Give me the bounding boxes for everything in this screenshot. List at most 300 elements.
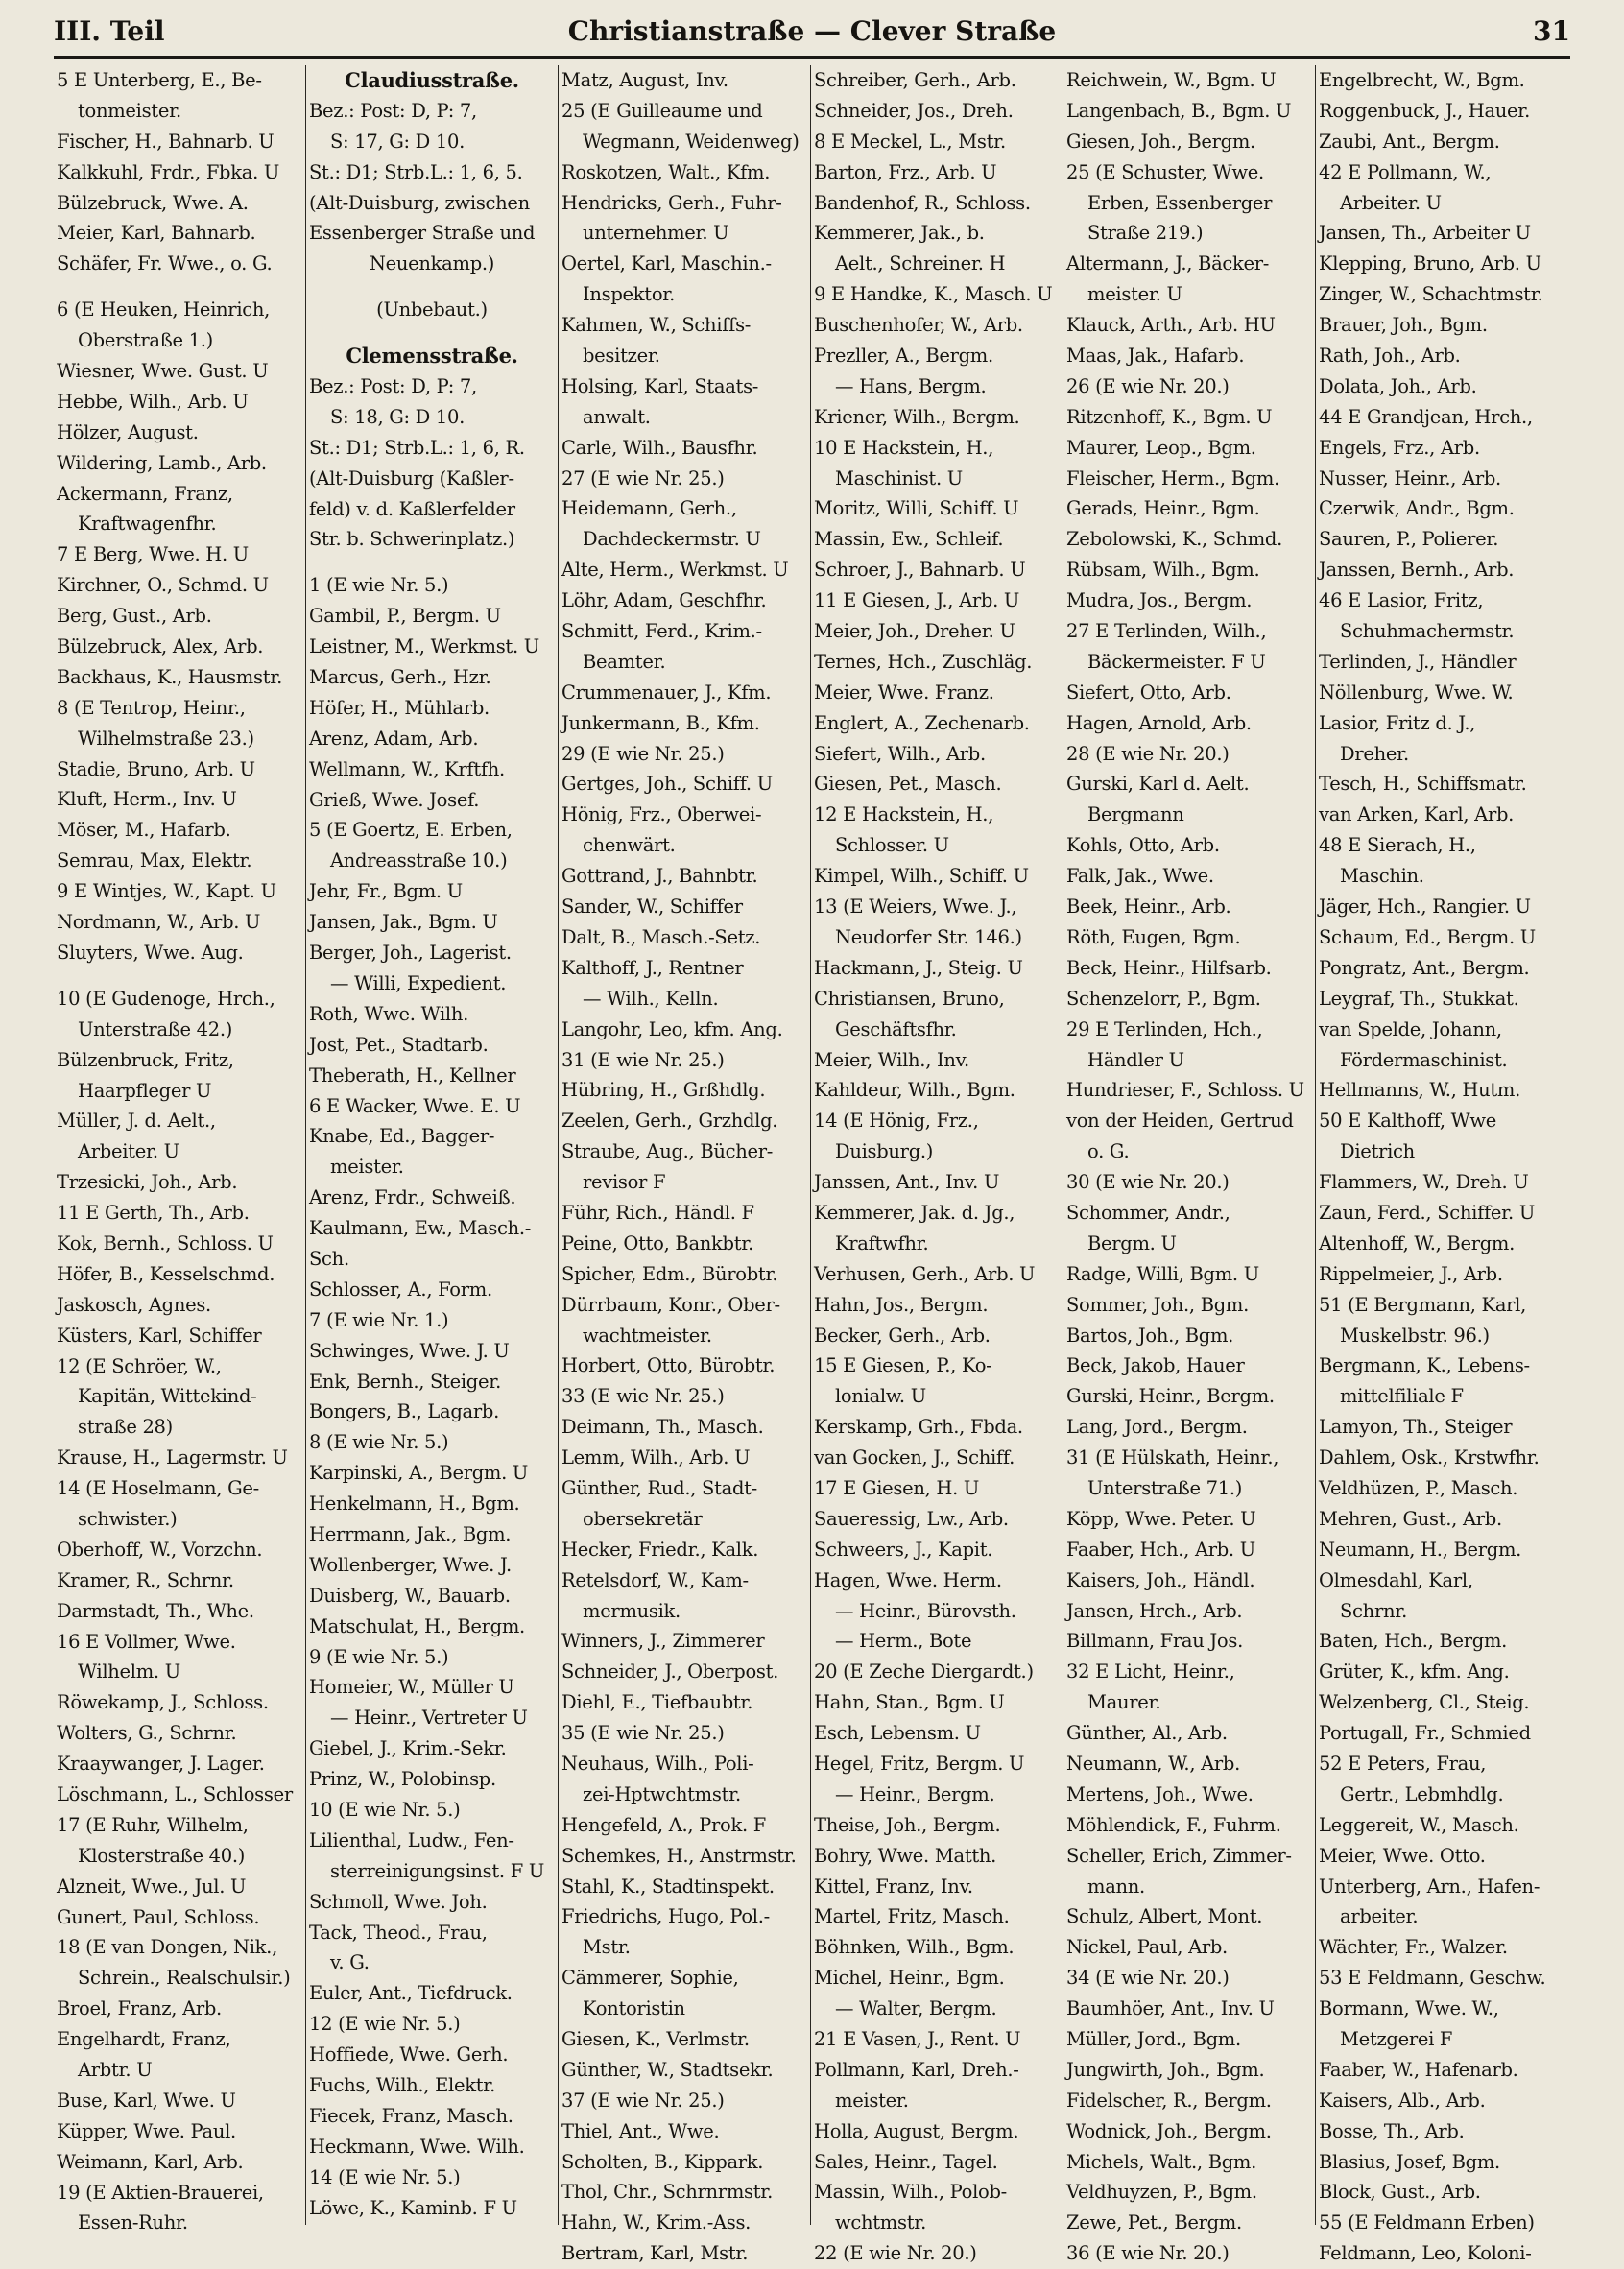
directory-entry: Hebbe, Wilh., Arb. U <box>57 390 249 413</box>
directory-entry: Knabe, Ed., Bagger- <box>309 1125 495 1148</box>
directory-columns <box>54 65 1570 2265</box>
directory-entry: Bergm. U <box>1087 1231 1177 1254</box>
directory-entry: Wiesner, Wwe. Gust. U <box>57 360 269 383</box>
directory-entry: Scholten, B., Kippark. <box>561 2150 764 2173</box>
directory-entry: 29 E Terlinden, Hch., <box>1066 1017 1263 1040</box>
directory-entry: Erben, Essenberger <box>1087 191 1273 214</box>
directory-entry: Horbert, Otto, Bürobtr. <box>561 1354 776 1377</box>
directory-entry: Giesen, Joh., Bergm. <box>1066 130 1255 153</box>
directory-entry: Hahn, Stan., Bgm. U <box>814 1691 1005 1714</box>
directory-entry: Wodnick, Joh., Bergm. <box>1066 2119 1272 2142</box>
directory-entry: 37 (E wie Nr. 25.) <box>561 2089 725 2112</box>
directory-entry: Fidelscher, R., Bergm. <box>1066 2089 1272 2112</box>
directory-entry: Holsing, Karl, Staats- <box>561 374 759 397</box>
directory-entry: Bongers, B., Lagarb. <box>309 1400 499 1423</box>
directory-entry: Hackmann, J., Steig. U <box>814 956 1023 979</box>
directory-entry: Händler U <box>1087 1048 1184 1071</box>
directory-entry: Köpp, Wwe. Peter. U <box>1066 1507 1256 1530</box>
directory-entry: Baten, Hch., Bergm. <box>1319 1630 1508 1653</box>
directory-entry: meister. <box>330 1156 404 1179</box>
directory-entry: Nordmann, W., Arb. U <box>57 911 261 934</box>
directory-entry: Schneider, J., Oberpost. <box>561 1660 779 1684</box>
directory-entry: Massin, Wilh., Polob- <box>814 2181 1007 2204</box>
directory-entry: Maurer. <box>1087 1691 1161 1714</box>
directory-entry: Unterstraße 42.) <box>78 1017 233 1040</box>
directory-entry: Henkelmann, H., Bgm. <box>309 1493 520 1516</box>
directory-entry: 51 (E Bergmann, Karl, <box>1319 1293 1527 1316</box>
directory-entry: Inspektor. <box>583 283 676 306</box>
spacer <box>57 279 302 295</box>
directory-entry: Christiansen, Bruno, <box>814 987 1005 1010</box>
directory-entry: Portugall, Fr., Schmied <box>1319 1722 1531 1745</box>
directory-entry: Hölzer, August. <box>57 420 199 443</box>
directory-entry: Beck, Jakob, Hauer <box>1066 1354 1245 1377</box>
directory-entry: Roskotzen, Walt., Kfm. <box>561 160 771 183</box>
directory-entry: — Heinr., Vertreter U <box>330 1707 528 1730</box>
directory-entry: Zaun, Ferd., Schiffer. U <box>1319 1201 1535 1224</box>
directory-entry: Kahmen, W., Schiffs- <box>561 314 752 337</box>
directory-entry: (Alt-Duisburg, zwischen <box>309 191 530 214</box>
directory-entry: Falk, Jak., Wwe. <box>1066 865 1214 888</box>
directory-entry: Grüter, K., kfm. Ang. <box>1319 1660 1510 1684</box>
directory-entry: Diehl, E., Tiefbaubtr. <box>561 1691 753 1714</box>
directory-entry: 31 (E wie Nr. 25.) <box>561 1048 725 1071</box>
directory-entry: 32 E Licht, Heinr., <box>1066 1660 1235 1684</box>
directory-entry: 6 E Wacker, Wwe. E. U <box>309 1094 521 1117</box>
directory-entry: Geschäftsfhr. <box>835 1017 957 1040</box>
directory-entry: Kaisers, Alb., Arb. <box>1319 2089 1486 2112</box>
directory-entry: Barton, Frz., Arb. U <box>814 160 997 183</box>
directory-entry: Spicher, Edm., Bürobtr. <box>561 1262 778 1285</box>
directory-entry: Reichwein, W., Bgm. U <box>1066 69 1277 91</box>
directory-entry: Fiecek, Franz, Masch. <box>309 2104 513 2127</box>
directory-entry: 30 (E wie Nr. 20.) <box>1066 1171 1230 1194</box>
directory-entry: Berger, Joh., Lagerist. <box>309 942 512 965</box>
directory-entry: Kaulmann, Ew., Masch.- <box>309 1217 532 1240</box>
directory-entry: Kok, Bernh., Schloss. U <box>57 1231 274 1254</box>
directory-entry: — Heinr., Bürovsth. <box>835 1599 1016 1622</box>
directory-entry: 14 (E Hönig, Frz., <box>814 1110 979 1133</box>
directory-entry: Fleischer, Herm., Bgm. <box>1066 466 1280 490</box>
directory-entry: mann. <box>1087 1875 1145 1898</box>
directory-entry: Hoffiede, Wwe. Gerh. <box>309 2043 509 2066</box>
directory-entry: Kirchner, O., Schmd. U <box>57 574 269 597</box>
directory-entry: mermusik. <box>583 1599 681 1622</box>
directory-entry: Rübsam, Wilh., Bgm. <box>1066 559 1260 582</box>
directory-entry: Schuhmachermstr. <box>1340 620 1515 643</box>
directory-entry: 17 E Giesen, H. U <box>814 1476 980 1499</box>
directory-entry: Bergmann, K., Lebens- <box>1319 1354 1530 1377</box>
directory-entry: Kramer, R., Schrnr. <box>57 1568 234 1591</box>
directory-entry: Buschenhofer, W., Arb. <box>814 314 1023 337</box>
directory-entry: 5 E Unterberg, E., Be- <box>57 69 262 91</box>
directory-entry: 8 (E wie Nr. 5.) <box>309 1431 449 1454</box>
directory-entry: Klauck, Arth., Arb. HU <box>1066 314 1276 337</box>
directory-entry: Jansen, Th., Arbeiter U <box>1319 222 1531 245</box>
directory-entry: Schreiber, Gerh., Arb. <box>814 69 1016 91</box>
directory-entry: 36 (E wie Nr. 20.) <box>1066 2242 1230 2265</box>
directory-entry: Kriener, Wilh., Bergm. <box>814 405 1020 428</box>
directory-entry: chenwärt. <box>583 834 676 857</box>
directory-entry: Essen-Ruhr. <box>78 2211 188 2234</box>
directory-entry: besitzer. <box>583 345 660 368</box>
directory-entry: Löschmann, L., Schlosser <box>57 1782 293 1805</box>
directory-entry: 15 E Giesen, P., Ko- <box>814 1354 992 1377</box>
directory-entry: Martel, Fritz, Masch. <box>814 1905 1010 1928</box>
directory-entry: Homeier, W., Müller U <box>309 1676 514 1699</box>
directory-entry: schwister.) <box>78 1507 178 1530</box>
directory-entry: Andreasstraße 10.) <box>330 849 508 872</box>
directory-entry: Saueressig, Lw., Arb. <box>814 1507 1009 1530</box>
directory-entry: — Herm., Bote <box>835 1630 972 1653</box>
directory-entry: Unterberg, Arn., Hafen- <box>1319 1875 1540 1898</box>
directory-entry: Krause, H., Lagermstr. U <box>57 1446 288 1469</box>
directory-entry: Billmann, Frau Jos. <box>1066 1630 1243 1653</box>
directory-entry: Str. b. Schwerinplatz.) <box>309 528 515 551</box>
directory-entry: Duisburg.) <box>835 1140 934 1163</box>
directory-entry: Siefert, Otto, Arb. <box>1066 681 1231 704</box>
directory-entry: 20 (E Zeche Diergardt.) <box>814 1660 1034 1684</box>
directory-entry: Leygraf, Th., Stukkat. <box>1319 987 1519 1010</box>
directory-entry: Nickel, Paul, Arb. <box>1066 1936 1228 1959</box>
directory-entry: Hahn, W., Krim.-Ass. <box>561 2211 752 2234</box>
directory-entry: Stadie, Bruno, Arb. U <box>57 757 255 780</box>
directory-entry: Schenzelorr, P., Bgm. <box>1066 987 1261 1010</box>
directory-entry: Kraftwfhr. <box>835 1231 929 1254</box>
directory-entry: Führ, Rich., Händl. F <box>561 1201 754 1224</box>
directory-entry: Küpper, Wwe. Paul. <box>57 2119 236 2142</box>
directory-entry: Sluyters, Wwe. Aug. <box>57 941 244 964</box>
directory-entry: 10 E Hackstein, H., <box>814 436 994 459</box>
directory-entry: 11 E Giesen, J., Arb. U <box>814 589 1020 612</box>
directory-entry: wachtmeister. <box>583 1324 712 1347</box>
directory-entry: Klepping, Bruno, Arb. U <box>1319 252 1541 275</box>
directory-entry: Deimann, Th., Masch. <box>561 1416 764 1439</box>
directory-entry: Alte, Herm., Werkmst. U <box>561 559 789 582</box>
directory-entry: Maas, Jak., Hafarb. <box>1066 345 1245 368</box>
directory-entry: Kluft, Herm., Inv. U <box>57 788 237 811</box>
directory-entry: Zebolowski, K., Schmd. <box>1066 528 1283 551</box>
directory-entry: 10 (E Gudenoge, Hrch., <box>57 987 275 1010</box>
directory-entry: Siefert, Wilh., Arb. <box>814 742 986 765</box>
directory-entry: Duisberg, W., Bauarb. <box>309 1584 511 1607</box>
directory-entry: Feldmann, Leo, Koloni- <box>1319 2242 1532 2265</box>
directory-entry: unternehmer. U <box>583 222 729 245</box>
directory-entry: Fuchs, Wilh., Elektr. <box>309 2074 496 2096</box>
directory-entry: Jansen, Hrch., Arb. <box>1066 1599 1243 1622</box>
directory-entry: Dachdeckermstr. U <box>583 528 761 551</box>
directory-column <box>1316 65 1568 2265</box>
directory-entry: Jost, Pet., Stadtarb. <box>309 1033 489 1056</box>
directory-entry: Schulz, Albert, Mont. <box>1066 1905 1263 1928</box>
directory-entry: Sommer, Joh., Bgm. <box>1066 1293 1250 1316</box>
directory-entry: tonmeister. <box>78 99 181 122</box>
directory-entry: 53 E Feldmann, Geschw. <box>1319 1967 1546 1990</box>
directory-entry: Janssen, Bernh., Arb. <box>1319 559 1515 582</box>
directory-entry: van Arken, Karl, Arb. <box>1319 803 1515 826</box>
directory-entry: Crummenauer, J., Kfm. <box>561 681 772 704</box>
directory-entry: 22 (E wie Nr. 20.) <box>814 2242 977 2265</box>
directory-entry: Bez.: Post: D, P: 7, <box>309 99 477 122</box>
directory-entry: Brauer, Joh., Bgm. <box>1319 314 1488 337</box>
directory-entry: Neudorfer Str. 146.) <box>835 925 1022 948</box>
directory-entry: Bez.: Post: D, P: 7, <box>309 375 477 398</box>
directory-entry: Gambil, P., Bergm. U <box>309 605 501 628</box>
directory-entry: St.: D1; Strb.L.: 1, 6, R. <box>309 436 525 459</box>
directory-entry: Cämmerer, Sophie, <box>561 1967 739 1990</box>
spacer <box>57 968 302 984</box>
directory-entry: arbeiter. <box>1340 1905 1419 1928</box>
directory-entry: Günther, Al., Arb. <box>1066 1722 1228 1745</box>
directory-entry: Gertr., Lebmhdlg. <box>1340 1782 1504 1805</box>
directory-entry: sterreinigungsinst. F U <box>330 1859 544 1882</box>
directory-entry: Veldhüzen, P., Masch. <box>1319 1476 1518 1499</box>
directory-entry: Faaber, Hch., Arb. U <box>1066 1538 1255 1561</box>
directory-entry: Bosse, Th., Arb. <box>1319 2119 1465 2142</box>
directory-entry: Neumann, W., Arb. <box>1066 1752 1241 1775</box>
directory-entry: 27 (E wie Nr. 25.) <box>561 466 725 490</box>
directory-entry: Meier, Joh., Dreher. U <box>814 620 1015 643</box>
directory-entry: Michel, Heinr., Bgm. <box>814 1967 1005 1990</box>
directory-entry: Semrau, Max, Elektr. <box>57 849 252 872</box>
directory-entry: Giebel, J., Krim.-Sekr. <box>309 1737 507 1760</box>
directory-entry: Jehr, Fr., Bgm. U <box>309 880 463 903</box>
directory-entry: Kimpel, Wilh., Schiff. U <box>814 865 1029 888</box>
directory-entry: Dolata, Joh., Arb. <box>1319 374 1477 397</box>
directory-entry: Bäckermeister. F U <box>1087 650 1266 673</box>
directory-entry: Jansen, Jak., Bgm. U <box>309 911 498 934</box>
directory-entry: Buse, Karl, Wwe. U <box>57 2089 236 2112</box>
directory-entry: Aelt., Schreiner. H <box>835 252 1006 275</box>
directory-entry: Prinz, W., Polobinsp. <box>309 1768 496 1791</box>
directory-entry: Massin, Ew., Schleif. <box>814 528 1004 551</box>
directory-entry: von der Heiden, Gertrud <box>1066 1110 1294 1133</box>
directory-entry: — Hans, Bergm. <box>835 374 987 397</box>
directory-entry: Mehren, Gust., Arb. <box>1319 1507 1502 1530</box>
directory-entry: Junkermann, B., Kfm. <box>561 711 760 734</box>
directory-entry: Sales, Heinr., Tagel. <box>814 2150 998 2173</box>
directory-entry: 14 (E Hoselmann, Ge- <box>57 1477 259 1500</box>
directory-entry: Schmoll, Wwe. Joh. <box>309 1890 488 1913</box>
directory-entry: Mertens, Joh., Wwe. <box>1066 1782 1254 1805</box>
directory-entry: Bohry, Wwe. Matth. <box>814 1844 997 1867</box>
spacer <box>309 325 555 341</box>
directory-entry: Arenz, Adam, Arb. <box>309 727 479 750</box>
directory-entry: Dahlem, Osk., Krstwfhr. <box>1319 1446 1540 1469</box>
directory-entry: Straße 219.) <box>1087 222 1204 245</box>
directory-entry: Michels, Walt., Bgm. <box>1066 2150 1257 2173</box>
directory-entry: Kohls, Otto, Arb. <box>1066 834 1220 857</box>
directory-entry: Veldhuyzen, P., Bgm. <box>1066 2181 1257 2204</box>
directory-entry: 52 E Peters, Frau, <box>1319 1752 1487 1775</box>
directory-entry: 19 (E Aktien-Brauerei, <box>57 2181 264 2204</box>
directory-entry: 7 (E wie Nr. 1.) <box>309 1308 449 1331</box>
directory-entry: 9 E Wintjes, W., Kapt. U <box>57 880 276 903</box>
directory-entry: Roth, Wwe. Wilh. <box>309 1002 469 1025</box>
directory-entry: Müller, Jord., Bgm. <box>1066 2028 1241 2050</box>
directory-entry: Röth, Eugen, Bgm. <box>1066 925 1241 948</box>
directory-entry: Hagen, Arnold, Arb. <box>1066 711 1252 734</box>
directory-entry: Arenz, Frdr., Schweiß. <box>309 1186 516 1209</box>
directory-entry: Schlosser. U <box>835 834 949 857</box>
directory-entry: — Willi, Expedient. <box>330 971 507 994</box>
directory-entry: Bartos, Joh., Bgm. <box>1066 1324 1234 1347</box>
directory-entry: Jaskosch, Agnes. <box>57 1293 211 1316</box>
directory-entry: Wollenberger, Wwe. J. <box>309 1553 512 1576</box>
directory-entry: Holla, August, Bergm. <box>814 2119 1019 2142</box>
directory-entry: Hegel, Fritz, Bergm. U <box>814 1752 1025 1775</box>
directory-entry: Olmesdahl, Karl, <box>1319 1568 1473 1591</box>
directory-entry: Wegmann, Weidenweg) <box>583 130 800 153</box>
directory-entry: Leggereit, W., Masch. <box>1319 1813 1519 1836</box>
directory-entry: Nusser, Heinr., Arb. <box>1319 466 1501 490</box>
directory-entry: Thiel, Ant., Wwe. <box>561 2119 720 2142</box>
directory-entry: Gurski, Karl d. Aelt. <box>1066 773 1250 796</box>
directory-entry: Klosterstraße 40.) <box>78 1844 246 1867</box>
directory-entry: Fördermaschinist. <box>1340 1048 1508 1071</box>
directory-column <box>811 65 1063 2265</box>
header-rule <box>54 56 1570 59</box>
directory-entry: Lemm, Wilh., Arb. U <box>561 1446 751 1469</box>
directory-entry: van Gocken, J., Schiff. <box>814 1446 1015 1469</box>
directory-entry: Hagen, Wwe. Herm. <box>814 1568 1002 1591</box>
directory-entry: 10 (E wie Nr. 5.) <box>309 1798 461 1821</box>
directory-entry: Broel, Franz, Arb. <box>57 1997 222 2020</box>
directory-entry: Höfer, H., Mühlarb. <box>309 696 490 719</box>
directory-entry: S: 17, G: D 10. <box>330 130 466 153</box>
directory-entry: Langenbach, B., Bgm. U <box>1066 99 1292 122</box>
directory-entry: Marcus, Gerh., Hzr. <box>309 666 491 689</box>
directory-entry: Wilhelm. U <box>78 1660 180 1684</box>
directory-entry: revisor F <box>583 1171 666 1194</box>
directory-entry: Giesen, K., Verlmstr. <box>561 2028 750 2050</box>
directory-entry: Scheller, Erich, Zimmer- <box>1066 1844 1292 1867</box>
directory-entry: Engelhardt, Franz, <box>57 2028 231 2051</box>
directory-entry: Zaubi, Ant., Bergm. <box>1319 130 1500 153</box>
directory-entry: Maurer, Leop., Bgm. <box>1066 436 1256 459</box>
directory-entry: 8 (E Tentrop, Heinr., <box>57 696 246 719</box>
directory-entry: 8 E Meckel, L., Mstr. <box>814 130 1006 153</box>
directory-entry: Löwe, K., Kaminb. F U <box>309 2196 517 2219</box>
directory-entry: Neuhaus, Wilh., Poli- <box>561 1752 754 1775</box>
directory-entry: Rath, Joh., Arb. <box>1319 345 1461 368</box>
directory-entry: Langohr, Leo, kfm. Ang. <box>561 1017 783 1040</box>
directory-entry: 11 E Gerth, Th., Arb. <box>57 1202 250 1225</box>
directory-entry: St.: D1; Strb.L.: 1, 6, 5. <box>309 160 523 183</box>
directory-entry: Günther, Rud., Stadt- <box>561 1476 757 1499</box>
directory-entry: Günther, W., Stadtsekr. <box>561 2058 774 2081</box>
directory-entry: Gottrand, J., Bahnbtr. <box>561 865 758 888</box>
directory-entry: Lang, Jord., Bergm. <box>1066 1416 1248 1439</box>
directory-entry: Theise, Joh., Bergm. <box>814 1813 1001 1836</box>
directory-entry: S: 18, G: D 10. <box>330 405 466 428</box>
street-heading: Clemensstraße. <box>346 344 518 369</box>
directory-entry: Hahn, Jos., Bergm. <box>814 1293 989 1316</box>
directory-entry: van Spelde, Johann, <box>1319 1017 1502 1040</box>
directory-entry: Welzenberg, Cl., Steig. <box>1319 1691 1530 1714</box>
directory-entry: Maschinist. U <box>835 466 963 490</box>
directory-entry: Arbtr. U <box>78 2059 153 2081</box>
directory-entry: Straube, Aug., Bücher- <box>561 1140 774 1163</box>
directory-entry: 33 (E wie Nr. 25.) <box>561 1385 725 1408</box>
directory-entry: Berg, Gust., Arb. <box>57 605 212 628</box>
directory-entry: Karpinski, A., Bergm. U <box>309 1462 529 1485</box>
directory-entry: 17 (E Ruhr, Wilhelm, <box>57 1813 249 1836</box>
directory-entry: Esch, Lebensm. U <box>814 1722 981 1745</box>
directory-entry: Meier, Wilh., Inv. <box>814 1048 969 1071</box>
directory-entry: Kalthoff, J., Rentner <box>561 956 744 979</box>
directory-entry: Flammers, W., Dreh. U <box>1319 1171 1529 1194</box>
directory-entry: 28 (E wie Nr. 20.) <box>1066 742 1230 765</box>
directory-entry: 34 (E wie Nr. 20.) <box>1066 1967 1230 1990</box>
directory-entry: Sander, W., Schiffer <box>561 896 743 919</box>
directory-entry: Kittel, Franz, Inv. <box>814 1875 973 1898</box>
directory-entry: obersekretär <box>583 1507 703 1530</box>
directory-entry: Kalkkuhl, Frdr., Fbka. U <box>57 160 280 183</box>
directory-entry: Ternes, Hch., Zuschläg. <box>814 650 1033 673</box>
directory-entry: Mudra, Jos., Bergm. <box>1066 589 1253 612</box>
directory-entry: Neumann, H., Bergm. <box>1319 1538 1522 1561</box>
directory-entry: Bergmann <box>1087 803 1184 826</box>
directory-entry: o. G. <box>1087 1140 1130 1163</box>
directory-entry: 48 E Sierach, H., <box>1319 834 1476 857</box>
street-heading: Claudiusstraße. <box>345 68 519 92</box>
directory-entry: Bülzenbruck, Fritz, <box>57 1048 234 1071</box>
directory-entry: Trzesicki, Joh., Arb. <box>57 1171 238 1194</box>
directory-entry: Bandenhof, R., Schloss. <box>814 191 1031 214</box>
directory-entry: Ackermann, Franz, <box>57 482 233 505</box>
directory-entry: Gerads, Heinr., Bgm. <box>1066 497 1260 520</box>
directory-entry: Hübring, H., Grßhdlg. <box>561 1079 766 1102</box>
directory-entry: Meier, Wwe. Otto. <box>1319 1844 1486 1867</box>
directory-entry: Pongratz, Ant., Bergm. <box>1319 956 1530 979</box>
directory-entry: Küsters, Karl, Schiffer <box>57 1324 262 1347</box>
directory-entry: 25 (E Guilleaume und <box>561 99 763 122</box>
directory-entry: Bormann, Wwe. W., <box>1319 1997 1499 2020</box>
spacer <box>309 555 555 570</box>
directory-entry: Meier, Karl, Bahnarb. <box>57 222 256 245</box>
directory-entry: Schmitt, Ferd., Krim.- <box>561 620 762 643</box>
directory-entry: Thol, Chr., Schrnrmstr. <box>561 2181 774 2204</box>
directory-entry: Bertram, Karl, Mstr. <box>561 2242 749 2265</box>
directory-entry: Schrein., Realschulsir.) <box>78 1967 291 1990</box>
directory-entry: Haarpfleger U <box>78 1079 212 1102</box>
directory-entry: Lamyon, Th., Steiger <box>1319 1416 1513 1439</box>
directory-entry: Ritzenhoff, K., Bgm. U <box>1066 405 1273 428</box>
directory-entry: straße 28) <box>78 1416 173 1439</box>
directory-entry: 16 E Vollmer, Wwe. <box>57 1630 236 1653</box>
directory-entry: 42 E Pollmann, W., <box>1319 160 1492 183</box>
directory-entry: 31 (E Hülskath, Heinr., <box>1066 1446 1279 1469</box>
directory-entry: 5 (E Goertz, E. Erben, <box>309 819 513 842</box>
directory-entry: Engels, Frz., Arb. <box>1319 436 1480 459</box>
directory-entry: Schlosser, A., Form. <box>309 1278 492 1301</box>
directory-entry: Arbeiter. U <box>1340 191 1442 214</box>
directory-entry: Kahldeur, Wilh., Bgm. <box>814 1079 1015 1102</box>
directory-entry: Oertel, Karl, Maschin.- <box>561 252 772 275</box>
directory-entry: Hecker, Friedr., Kalk. <box>561 1538 759 1561</box>
directory-entry: Wellmann, W., Krftfh. <box>309 757 505 780</box>
directory-entry: Rippelmeier, J., Arb. <box>1319 1262 1503 1285</box>
directory-entry: Kerskamp, Grh., Fbda. <box>814 1416 1023 1439</box>
directory-entry: Kraftwagenfhr. <box>78 513 217 536</box>
directory-entry: Altermann, J., Bäcker- <box>1066 252 1270 275</box>
directory-entry: (Alt-Duisburg (Kaßler- <box>309 466 514 490</box>
directory-entry: wchtmstr. <box>835 2211 927 2234</box>
directory-entry: Maschin. <box>1340 865 1424 888</box>
directory-entry: Beek, Heinr., Arb. <box>1066 896 1231 919</box>
directory-entry: 6 (E Heuken, Heinrich, <box>57 299 271 322</box>
